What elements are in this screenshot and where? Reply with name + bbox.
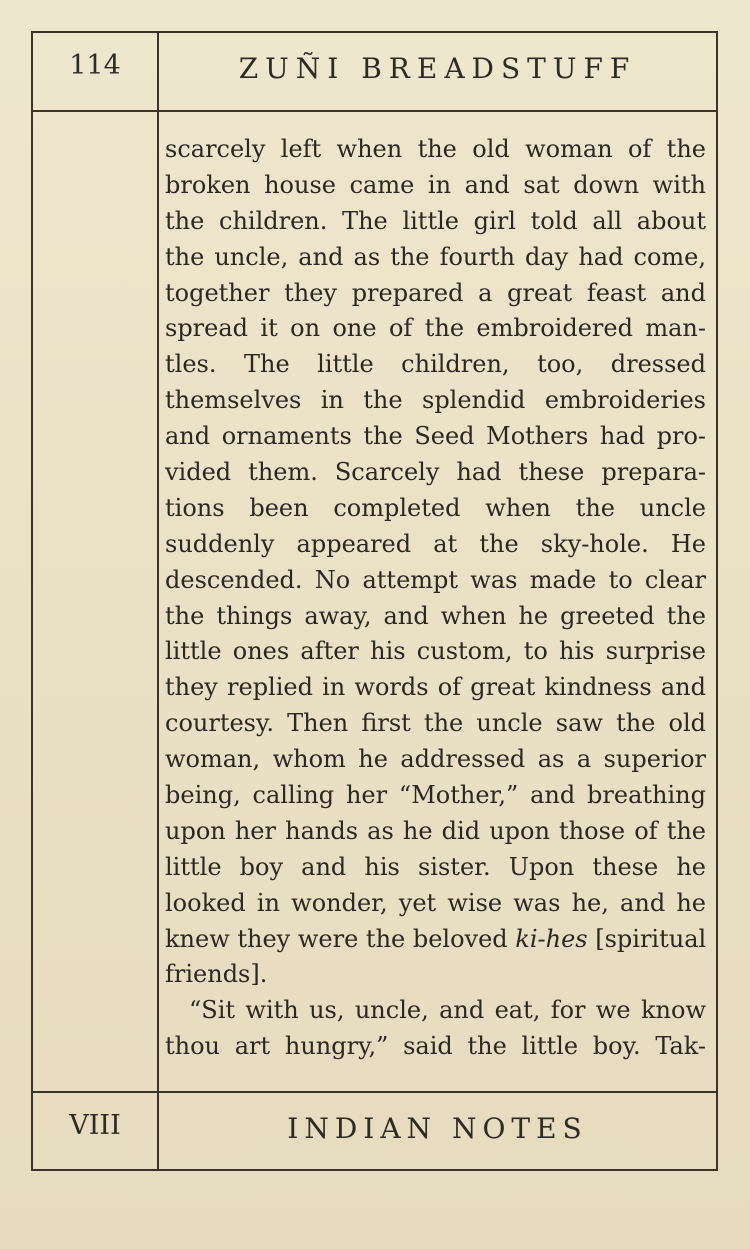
text-line: being, calling her “Mother,” and breathing	[165, 781, 706, 810]
text-fragment: knew they were the beloved	[165, 924, 516, 953]
text-fragment: [spiritual	[587, 924, 707, 953]
text-line: thou art hungry,” said the little boy. Tak-	[165, 1032, 706, 1061]
text-line: scarcely left when the old woman of the	[165, 135, 706, 163]
running-head: ZUÑI BREADSTUFF	[238, 52, 637, 85]
text-line: they replied in words of great kindness and	[165, 673, 706, 702]
text-line: vided them. Scarcely had these prepara-	[165, 458, 706, 487]
text-line: together they prepared a great feast and	[165, 278, 706, 307]
text-line: friends].	[165, 960, 268, 989]
italic-term: ki-hes	[515, 924, 588, 953]
text-line: tles. The little children, too, dressed	[165, 350, 706, 379]
text-line: spread it on one of the embroidered man-	[165, 314, 706, 343]
text-line: themselves in the splendid embroideries	[165, 386, 706, 415]
text-line: little ones after his custom, to his surprise	[165, 637, 706, 666]
header-rule	[31, 110, 718, 112]
body-text	[165, 132, 706, 1065]
text-line-paragraph-start: “Sit with us, uncle, and eat, for we know	[189, 996, 706, 1025]
footer-title: INDIAN NOTES	[287, 1112, 588, 1145]
page-number: 114	[69, 50, 121, 81]
text-line-with-italic	[165, 922, 706, 958]
text-line: upon her hands as he did upon those of the	[165, 816, 706, 845]
text-line: looked in wonder, yet wise was he, and he	[165, 888, 706, 917]
text-line: little boy and his sister. Upon these he	[165, 852, 706, 881]
text-line: descended. No attempt was made to clear	[165, 565, 706, 594]
text-line: the uncle, and as the fourth day had come,	[165, 242, 706, 271]
text-line: the children. The little girl told all about	[165, 206, 706, 235]
margin-column-rule	[157, 31, 159, 1171]
section-number: VIII	[69, 1110, 121, 1141]
text-line: courtesy. Then first the uncle saw the old	[165, 709, 706, 738]
text-line: and ornaments the Seed Mothers had pro-	[165, 422, 706, 451]
text-line: the things away, and when he greeted the	[165, 601, 706, 630]
text-line: broken house came in and sat down with	[165, 170, 706, 199]
footer-rule	[31, 1091, 718, 1093]
text-line: woman, whom he addressed as a superior	[165, 745, 706, 774]
text-line: suddenly appeared at the sky-hole. He	[165, 529, 706, 558]
text-line: tions been completed when the uncle	[165, 493, 706, 522]
